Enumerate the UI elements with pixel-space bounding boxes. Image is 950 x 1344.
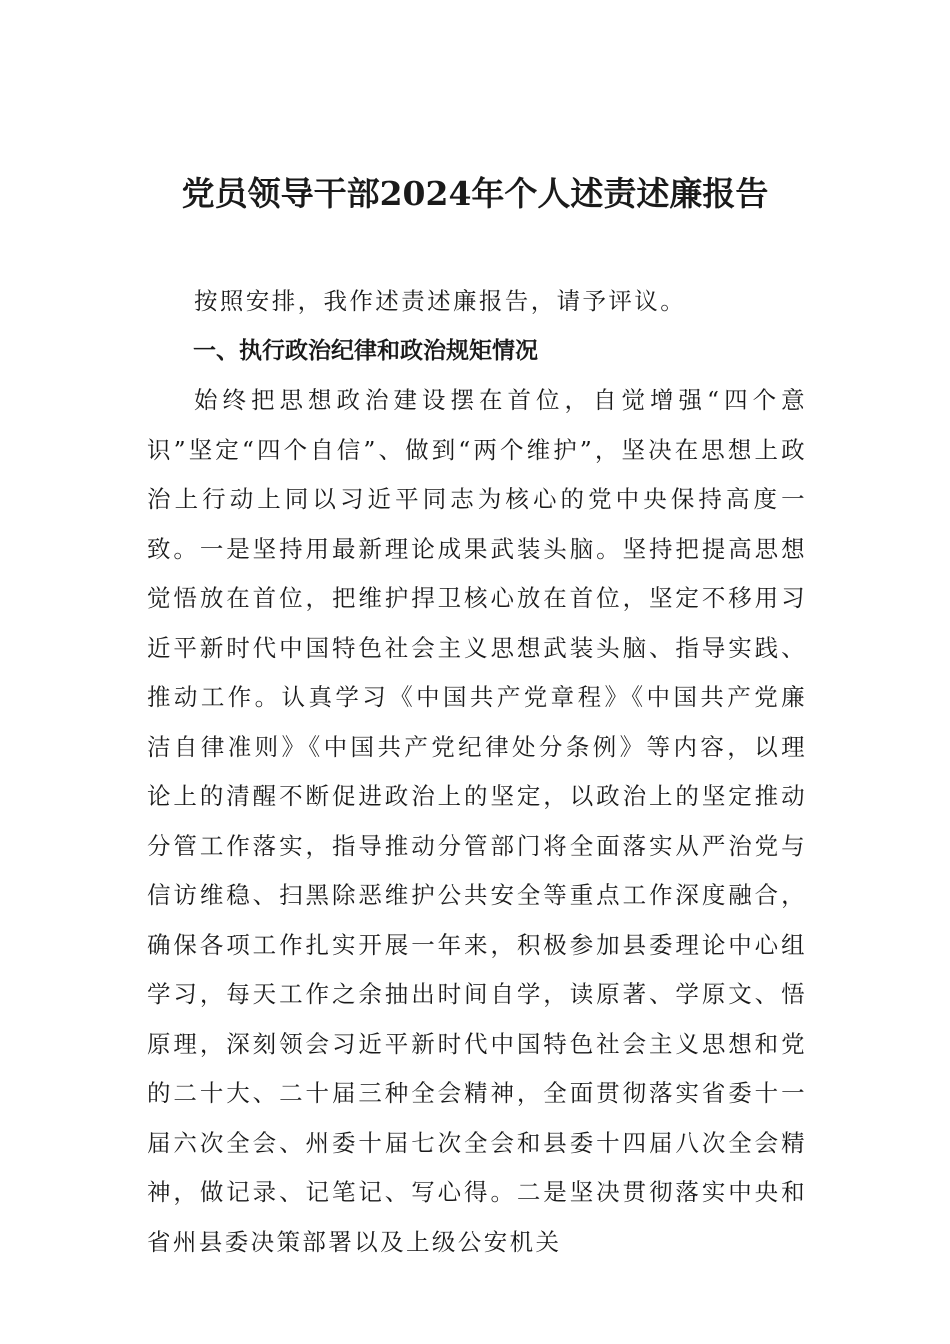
document-body bbox=[147, 277, 807, 1267]
intro-paragraph: 按照安排，我作述责述廉报告，请予评议。 bbox=[194, 287, 687, 315]
section-1-paragraph: 始终把思想政治建设摆在首位，自觉增强“四个意识”坚定“四个自信”、做到“两个维护”，坚决在思想上政治上行动上同以习近平同志为核心的党中央保持高度一致。一是坚持用最新理论成果武装头脑。坚持把提高思想觉悟放在首位，把维护捍卫核心放在首位，坚定不移用习近平新时代中国特色社会主义思想武装头脑、指导实践、推动工作。认真学习《中国共产党章程》《中国共产党廉洁自律准则》《中国共产党纪律处分条例》等内容，以理论上的清醒不断促进政治上的坚定，以政治上的坚定推动分管工作落实，指导推动分管部门将全面落实从严治党与信访维稳、扫黑除恶维护公共安全等重点工作深度融合，确保各项工作扎实开展一年来，积极参加县委理论中心组学习，每天工作之余抽出时间自学，读原著、学原文、悟原理，深刻领会习近平新时代中国特色社会主义思想和党的二十大、二十届三种全会精神，全面贯彻落实省委十一届六次全会、州委十届七次全会和县委十四届八次全会精神，做记录、记笔记、写心得。二是坚决贯彻落实中央和省州县委决策部署以及上级公安机关 bbox=[147, 386, 807, 1256]
section-heading-1: 一、执行政治纪律和政治规矩情况 bbox=[193, 337, 538, 364]
document-title: 党员领导干部2024年个人述责述廉报告 bbox=[181, 174, 769, 213]
